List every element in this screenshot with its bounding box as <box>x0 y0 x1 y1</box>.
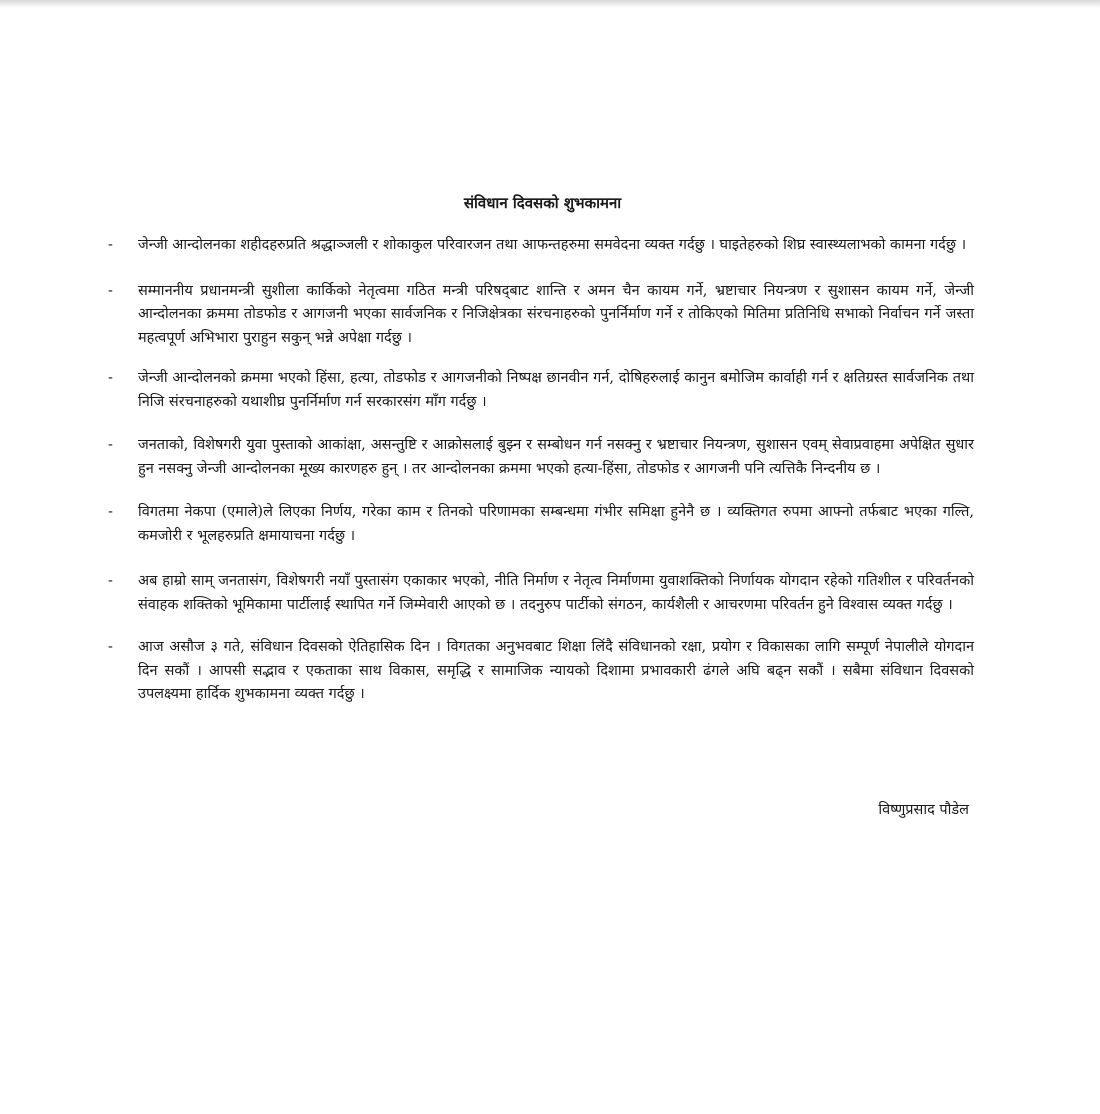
bullet-dash: - <box>108 504 113 520</box>
bullet-dash: - <box>108 237 113 253</box>
document-title: संविधान दिवसको शुभकामना <box>463 194 622 212</box>
list-item <box>108 501 974 548</box>
paragraph-text: जेन्जी आन्दोलनको क्रममा भएको हिंसा, हत्या, तोडफोड र आगजनीको निष्पक्ष छानवीन गर्न, दोषिहरुलाई कानुन बमोजिम कार्वाही गर्न र क्षतिग्रस्त सार्वजनिक तथा निजि संरचनाहरुको यथाशीघ्र पुनर्निर्माण गर्न सरकारसंग माँग गर्दछु । <box>138 370 974 410</box>
list-item <box>108 280 974 351</box>
bullet-dash: - <box>108 370 113 386</box>
paragraph-text: जेन्जी आन्दोलनका शहीदहरुप्रति श्रद्धाञ्जली र शोकाकुल परिवारजन तथा आफन्तहरुमा समवेदना व्यक्त गर्दछु । घाइतेहरुको शिघ्र स्वास्थ्यलाभको कामना गर्दछु । <box>138 237 967 253</box>
paragraph-text: अब हाम्रो साम् जनतासंग, विशेषगरी नयाँ पुस्तासंग एकाकार भएको, नीति निर्माण र नेतृत्व निर्माणमा युवाशक्तिको निर्णायक योगदान रहेको गतिशील र परिवर्तनको संवाहक शक्तिको भूमिकामा पार्टीलाई स्थापित गर्ने जिम्मेवारी आएको छ । तदनुरुप पार्टीको संगठन, कार्यशैली र आचरणमा परिवर्तन हुने विश्वास व्यक्त गर्दछु । <box>138 573 974 613</box>
paragraph-list <box>108 234 974 724</box>
bullet-dash: - <box>108 282 113 299</box>
document-page <box>0 8 1100 1114</box>
paragraph-text: आज असौज ३ गते, संविधान दिवसको ऐतिहासिक दिन । विगतका अनुभवबाट शिक्षा लिंदै संविधानको रक्षा, प्रयोग र विकासका लागि सम्पूर्ण नेपालीले योगदान दिन सकौं । आपसी सद्भाव र एकताका साथ विकास, समृद्धि र सामाजिक न्यायको दिशामा प्रभावकारी ढंगले अघि बढ्न सकौं । सबैमा संविधान दिवसको उपलक्ष्यमा हार्दिक शुभकामना व्यक्त गर्दछु । <box>138 639 974 702</box>
list-item <box>108 570 974 617</box>
list-item <box>108 234 974 258</box>
top-edge-shadow <box>0 0 1100 8</box>
list-item <box>108 367 974 414</box>
signature-name: विष्णुप्रसाद पौडेल <box>878 802 969 818</box>
list-item <box>108 434 974 481</box>
bullet-dash: - <box>108 573 113 589</box>
bullet-dash: - <box>108 437 113 453</box>
paragraph-text: विगतमा नेकपा (एमाले)ले लिएका निर्णय, गरेका काम र तिनको परिणामका सम्बन्धमा गंभीर समिक्षा हुनेनै छ । व्यक्तिगत रुपमा आफ्नो तर्फबाट भएका गल्ति, कमजोरी र भूलहरुप्रति क्षमायाचना गर्दछु । <box>138 504 974 544</box>
paragraph-text: सम्माननीय प्रधानमन्त्री सुशीला कार्किको नेतृत्वमा गठित मन्त्री परिषद्‌बाट शान्ति र अमन चैन कायम गर्ने, भ्रष्टाचार नियन्त्रण र सुशासन कायम गर्ने, जेन्जी आन्दोलनका क्रममा तोडफोड र आगजनी भएका सार्वजनिक र निजिक्षेत्रका संरचनाहरुको पुनर्निर्माण गर्ने र तोकिएको मितिमा प्रतिनिधि सभाको निर्वाचन गर्ने जस्ता महत्वपूर्ण अभिभारा पुराहुन सकुन् भन्ने अपेक्षा गर्दछु । <box>138 282 974 346</box>
list-item <box>108 636 974 707</box>
bullet-dash: - <box>108 639 113 655</box>
paragraph-text: जनताको, विशेषगरी युवा पुस्ताको आकांक्षा, असन्तुष्टि र आक्रोसलाई बुझ्न र सम्बोधन गर्न नसक्नु र भ्रष्टाचार नियन्त्रण, सुशासन एवम् सेवाप्रवाहमा अपेक्षित सुधार हुन नसक्नु जेन्जी आन्दोलनका मूख्य कारणहरु हुन् । तर आन्दोलनका क्रममा भएको हत्या-हिंसा, तोडफोड र आगजनी पनि त्यत्तिकै निन्दनीय छ । <box>138 437 974 477</box>
